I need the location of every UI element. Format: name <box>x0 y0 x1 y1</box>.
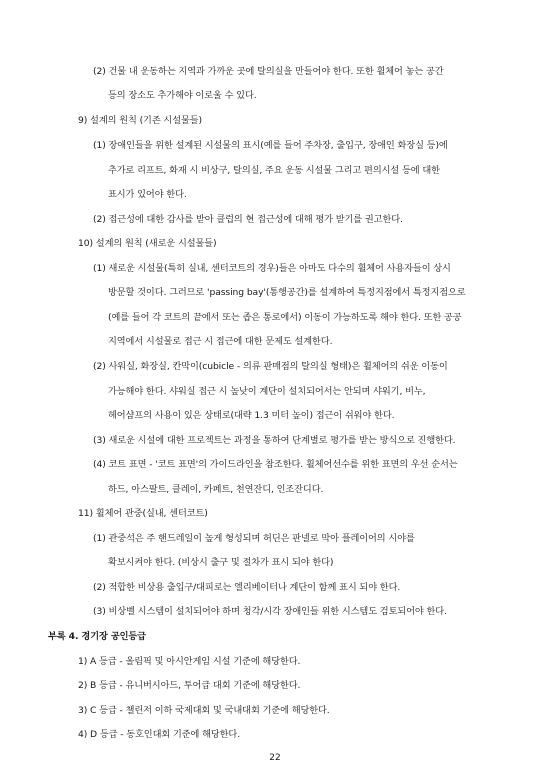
text-line: (2) 건물 내 운동하는 지역과 가까운 곳에 탈의실을 만들어야 한다. 또한 휠체어 놓는 공간 <box>93 66 444 77</box>
page-number: 22 <box>269 753 281 763</box>
text-line: (1) 장애인들을 위한 설계된 시설물의 표시(예를 들어 주차장, 출입구, 장애인 화장실 등)에 <box>93 140 448 151</box>
text-line: (1) 관중석은 주 핸드레일이 높게 형성되며 허딘은 판넬로 막아 플레이어의 시야를 <box>93 533 415 544</box>
text-line: 등의 장소도 추가해야 이로울 수 있다. <box>108 90 257 101</box>
text-line: 표시가 있어야 한다. <box>108 189 187 200</box>
text-line: 추가로 리프트, 화재 시 비상구, 탈의실, 주요 운동 시설물 그리고 편의시설 등에 대한 <box>108 165 440 176</box>
list-item: 1) A 등급 - 올림픽 및 아시안게임 시설 기준에 해당한다. <box>78 656 301 667</box>
text-line: 가능해야 한다. 샤워실 접근 시 높낮이 계단이 설치되어서는 안되며 샤워기, 비누, <box>108 386 426 397</box>
list-item: 3) C 등급 - 챌린저 이하 국제대회 및 국내대회 기준에 해당한다. <box>78 705 330 716</box>
text-line: (2) 접근성에 대한 감사를 받아 클럽의 현 접근성에 대해 평가 받기를 권고한다. <box>93 214 403 225</box>
text-line: (3) 비상벨 시스템이 설치되어야 하며 청각/시각 장애인들 위한 시스템도 검토되어야 한다. <box>93 606 447 617</box>
text-line: 확보시켜야 한다. (비상시 출구 및 절차가 표시 되야 한다) <box>108 557 334 568</box>
section-heading: 10) 설계의 원칙 (새로운 시설물들) <box>78 238 217 249</box>
list-item: 4) D 등급 - 동호인대회 기준에 해당한다. <box>78 729 241 740</box>
text-line: (4) 코트 표면 - '코트 표면'의 가이드라인을 참조한다. 휠체어선수를 위한 표면의 우선 순서는 <box>93 459 458 470</box>
text-line: 방문할 것이다. 그러므로 'passing bay'(통행공간)를 설계하여 특정지점에서 특정지점으로 <box>108 287 466 298</box>
text-line: (3) 새로운 시설에 대한 프로젝트는 과정을 통하여 단계별로 평가를 받는 방식으로 진행한다. <box>93 435 456 446</box>
text-line: 헤어샴프의 사용이 있은 상태로(대략 1.3 미터 높이) 접근이 쉬워야 한다. <box>108 410 395 421</box>
text-line: 하드, 아스팔트, 클레이, 카페트, 천연잔디, 인조잔디다. <box>108 484 324 495</box>
text-line: 지역에서 시설물로 접근 시 접근에 대한 문제도 설계한다. <box>108 336 333 347</box>
appendix-heading: 부록 4. 경기장 공인등급 <box>48 631 146 642</box>
text-line: (2) 적합한 비상용 출입구/대피로는 엘리베이터나 계단이 함께 표시 되야 한다. <box>93 582 401 593</box>
text-line: (2) 사워실, 화장실, 칸막이(cubicle - 의류 판매점의 탈의실 형태)은 휠체어의 쉬운 이동이 <box>93 361 448 372</box>
section-heading: 11) 휠체어 관중(실내, 센터코트) <box>78 508 208 519</box>
section-heading: 9) 설계의 원칙 (기존 시설물들) <box>78 115 203 126</box>
text-line: (1) 새로운 시설물(특히 실내, 센터코트의 경우)들은 아마도 다수의 휠체어 사용자들이 상시 <box>93 263 451 274</box>
list-item: 2) B 등급 - 유니버시아드, 투어급 대회 기준에 해당한다. <box>78 680 301 691</box>
text-line: (예를 들어 각 코트의 끝에서 또는 좁은 통로에서) 이동이 가능하도록 해야 한다. 또한 공공 <box>108 312 462 323</box>
